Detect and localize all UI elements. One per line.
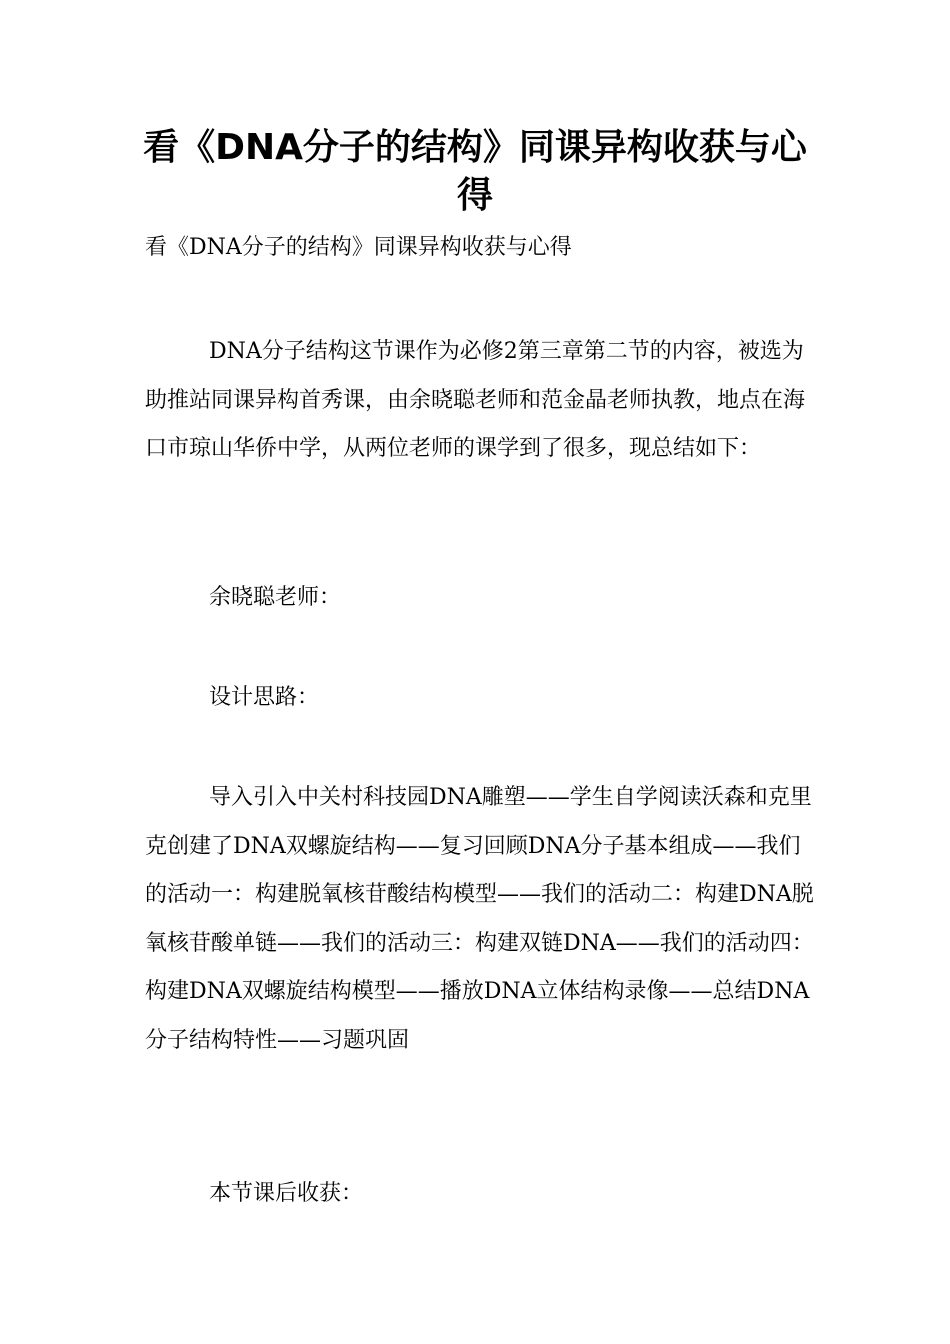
intro-paragraph: DNA分子结构这节课作为必修2第三章第二节的内容，被选为助推站同课异构首秀课，由余晓聪老师和范金晶老师执教，地点在海口市琼山华侨中学，从两位老师的课学到了很多，现总结如下： <box>145 339 806 461</box>
teacher-label: 余晓聪老师： <box>209 585 342 610</box>
page-title: 看《DNA分子的结构》同课异构收获与心得 <box>143 127 807 216</box>
document-subtitle: 看《DNA分子的结构》同课异构收获与心得 <box>145 235 572 260</box>
harvest-label: 本节课后收获： <box>209 1181 364 1206</box>
design-paragraph: 导入引入中关村科技园DNA雕塑——学生自学阅读沃森和克里克创建了DNA双螺旋结构——复习回顾DNA分子基本组成——我们的活动一：构建脱氧核苷酸结构模型——我们的活动二：构建DNA脱氧核苷酸单链——我们的活动三：构建双链DNA——我们的活动四：构建DNA双螺旋结构模型——播放DNA立体结构录像——总结DNA分子结构特性——习题巩固 <box>145 785 814 1053</box>
design-label: 设计思路： <box>209 685 320 710</box>
